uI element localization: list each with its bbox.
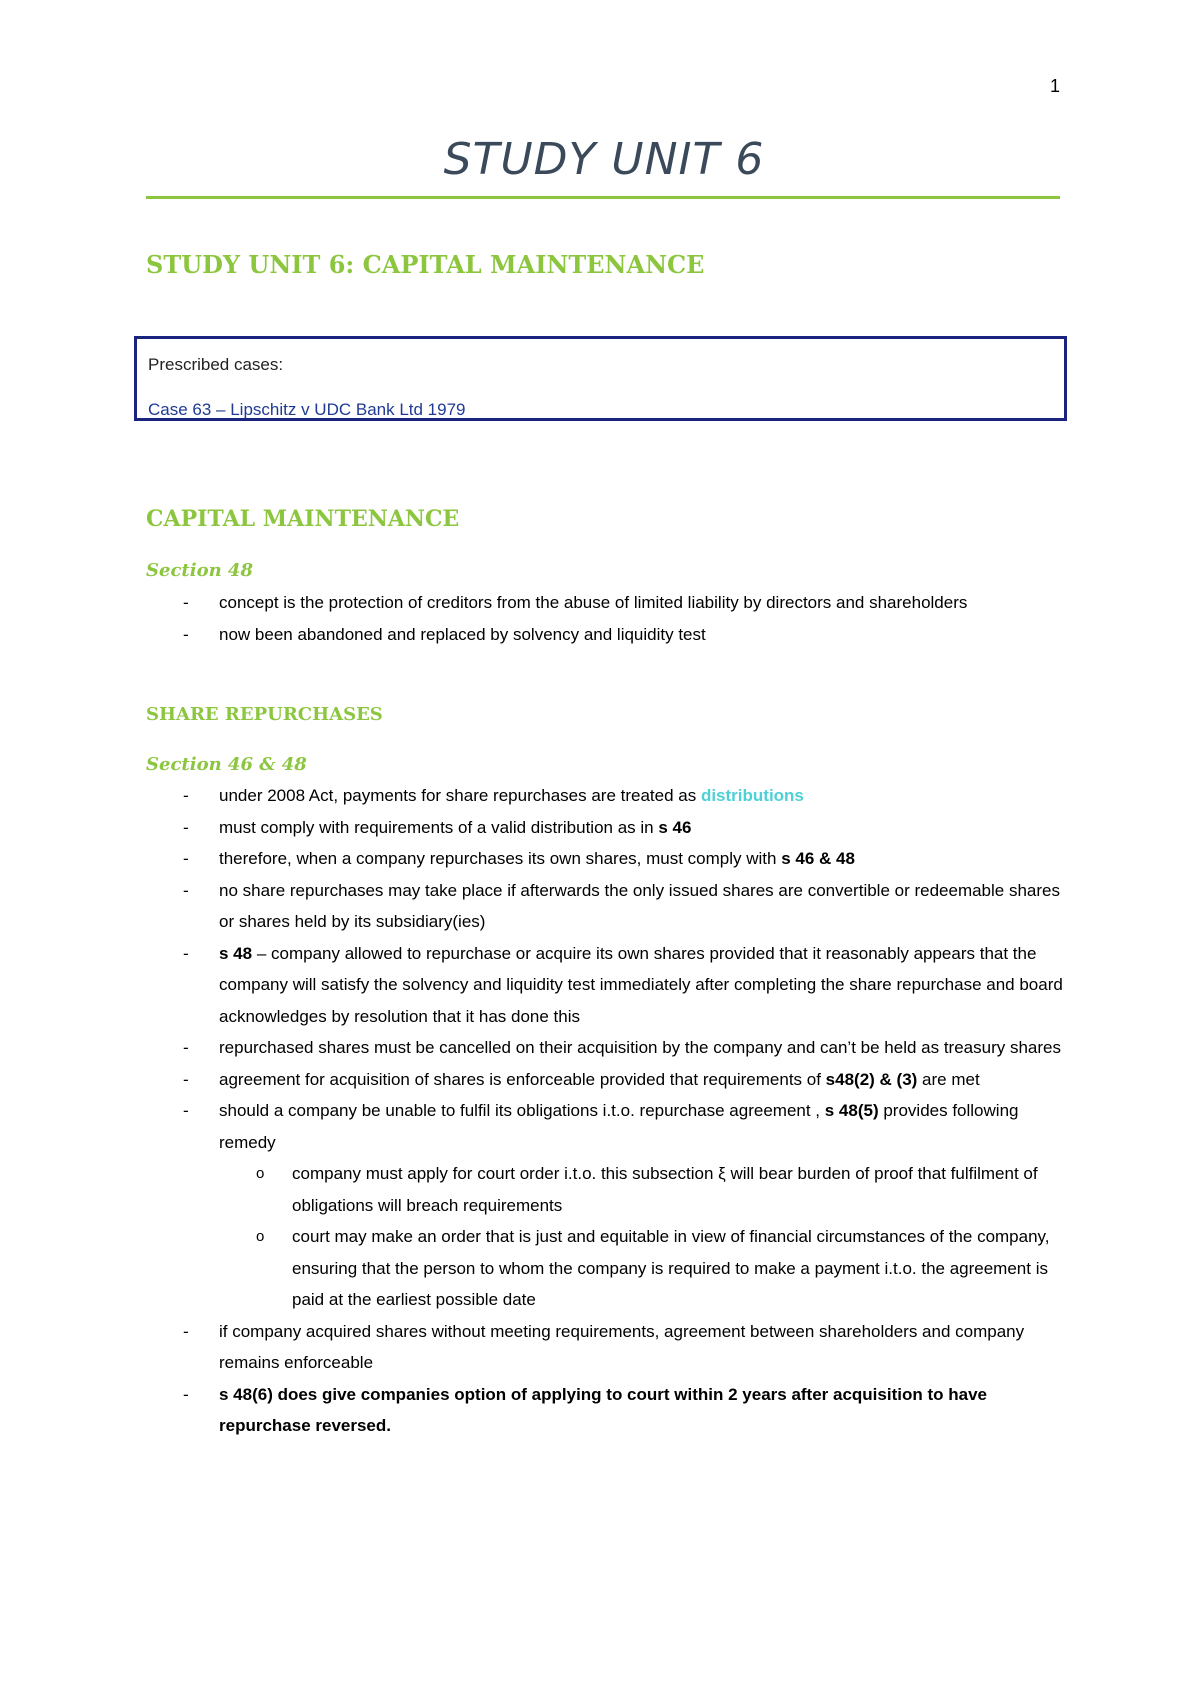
prescribed-case: Case 63 – Lipschitz v UDC Bank Ltd 1979 — [148, 400, 466, 419]
unit-heading: STUDY UNIT 6: CAPITAL MAINTENANCE — [146, 250, 705, 279]
list-item — [146, 1379, 1066, 1442]
list-item: - if company acquired shares without meeting requirements, agreement between shareholders and company remains enforceable — [146, 1316, 1066, 1379]
item-text: are met — [917, 1069, 980, 1089]
list-item: - no share repurchases may take place if afterwards the only issued shares are convertible or redeemable shares or shares held by its subsidiary(ies) — [146, 875, 1066, 938]
item-text: provides following remedy — [219, 1101, 1019, 1152]
repurchases-section-label: Section 46 & 48 — [146, 754, 307, 775]
prescribed-cases-label: Prescribed cases: — [148, 355, 284, 374]
share-repurchases-list — [146, 780, 1066, 1442]
item-text: therefore, when a company repurchases its own shares, must comply with — [219, 849, 782, 868]
document-title: STUDY UNIT 6 — [443, 134, 765, 185]
section-reference: s48(2) & (3) — [825, 1069, 918, 1089]
list-item — [146, 938, 1066, 1033]
item-text-bold: s 48(6) does give companies option of applying to court within 2 years after acquisition to have repurchase reversed. — [219, 1384, 987, 1435]
section-reference: s 46 — [658, 817, 692, 837]
page-number: 1 — [1049, 76, 1060, 96]
list-item — [146, 812, 1066, 844]
section-reference: s 46 & 48 — [781, 849, 855, 868]
title-divider — [146, 196, 1060, 199]
item-text: agreement for acquisition of shares is enforceable provided that requirements of — [219, 1069, 826, 1089]
item-text: should a company be unable to fulfil its obligations i.t.o. repurchase agreement , — [219, 1101, 825, 1120]
list-item: - now been abandoned and replaced by solvency and liquidity test — [146, 619, 1066, 651]
list-item — [146, 1064, 1066, 1096]
sublist-item: o company must apply for court order i.t.o. this subsection ξ will bear burden of proof that fulfilment of obligations will breach requirements — [219, 1158, 1066, 1221]
share-repurchases-heading: SHARE REPURCHASES — [146, 704, 383, 725]
remedy-sublist — [219, 1158, 1066, 1316]
list-item: - concept is the protection of creditors from the abuse of limited liability by directors and shareholders — [146, 587, 1066, 619]
item-text: under 2008 Act, payments for share repurchases are treated as — [219, 786, 701, 805]
list-item — [146, 1095, 1066, 1316]
list-item: - repurchased shares must be cancelled on their acquisition by the company and can’t be held as treasury shares — [146, 1032, 1066, 1064]
list-item — [146, 780, 1066, 812]
distributions-term: distributions — [700, 786, 804, 805]
sublist-item: o court may make an order that is just and equitable in view of financial circumstances of the company, ensuring that the person to whom the company is required to make a payment i.t.o. the agreement is paid at the earliest possible date — [219, 1221, 1066, 1316]
list-item — [146, 843, 1066, 875]
capital-maintenance-list — [146, 587, 1066, 650]
capital-section-label: Section 48 — [146, 560, 253, 581]
item-text: must comply with requirements of a valid distribution as in — [219, 817, 659, 837]
item-text: – company allowed to repurchase or acquire its own shares provided that it reasonably appears that the company will satisfy the solvency and liquidity test immediately after completing the share repurchase and board acknowledges by resolution that it has done this — [219, 943, 1063, 1026]
capital-maintenance-heading: CAPITAL MAINTENANCE — [146, 506, 460, 532]
prescribed-cases-box — [134, 336, 1067, 421]
section-reference: s 48 — [219, 943, 253, 963]
section-reference: s 48(5) — [824, 1101, 879, 1120]
